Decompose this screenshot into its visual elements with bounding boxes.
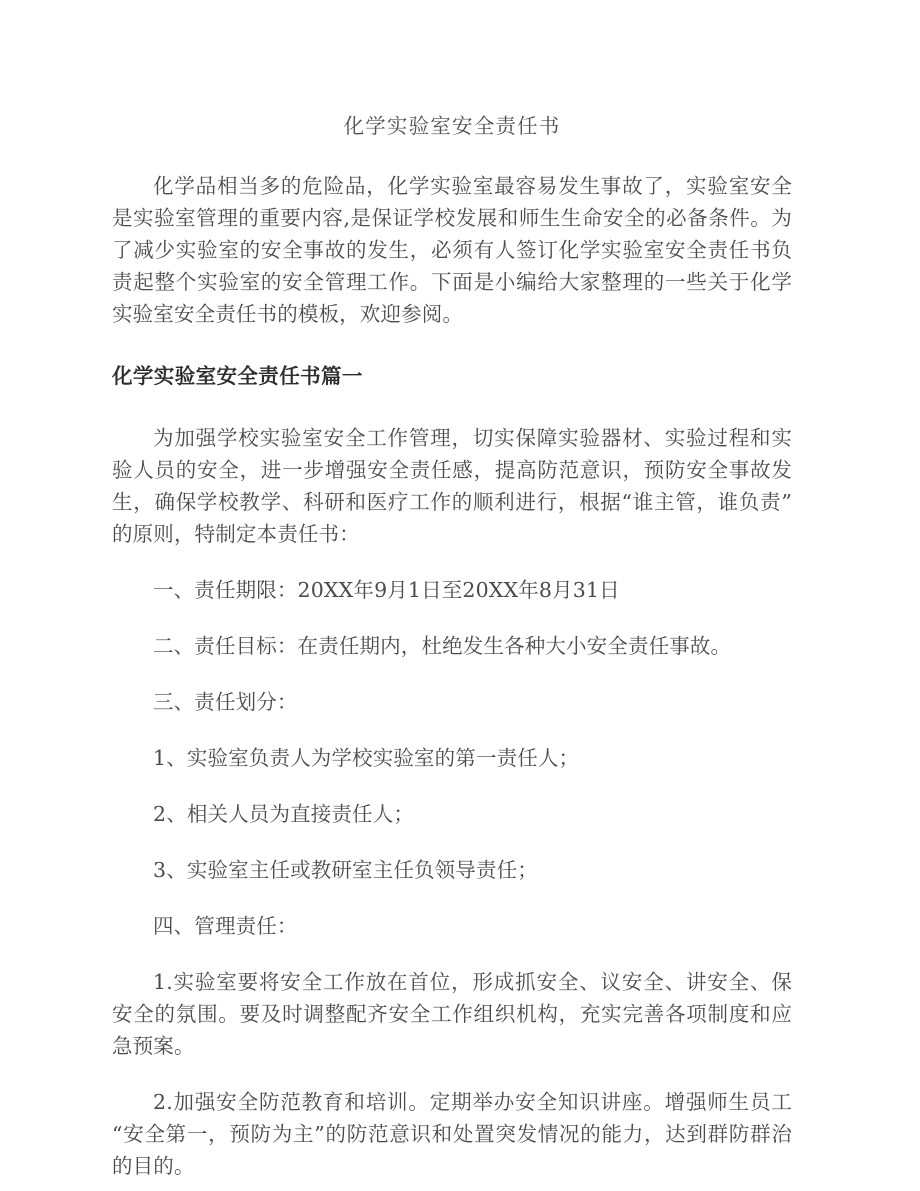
body-lead-paragraph: 为加强学校实验室安全工作管理，切实保障实验器材、实验过程和实验人员的安全，进一步增强安全责任感，提高防范意识，预防安全事故发生，确保学校教学、科研和医疗工作的顺利进行，根据“谁主管，谁负责”的原则，特制定本责任书： bbox=[112, 426, 792, 546]
management-item-1: 1.实验室要将安全工作放在首位，形成抓安全、议安全、讲安全、保安全的氛围。要及时调整配齐安全工作组织机构，充实完善各项制度和应急预案。 bbox=[112, 970, 792, 1058]
clause-subitem-1: 1、实验室负责人为学校实验室的第一责任人； bbox=[153, 746, 580, 770]
document-title: 化学实验室安全责任书 bbox=[343, 114, 561, 138]
clause-subitem-3: 3、实验室主任或教研室主任负领导责任； bbox=[153, 858, 538, 882]
document-body bbox=[112, 0, 792, 1182]
clause-item-3: 三、责任划分： bbox=[153, 690, 298, 714]
section-heading: 化学实验室安全责任书篇一 bbox=[112, 364, 363, 388]
clause-item-2: 二、责任目标：在责任期内，杜绝发生各种大小安全责任事故。 bbox=[153, 634, 732, 658]
clause-subitem-2: 2、相关人员为直接责任人； bbox=[153, 802, 414, 826]
clause-item-4: 四、管理责任： bbox=[153, 914, 298, 938]
intro-paragraph: 化学品相当多的危险品，化学实验室最容易发生事故了，实验室安全是实验室管理的重要内容,是保证学校发展和师生生命安全的必备条件。为了减少实验室的安全事故的发生，必须有人签订化学实验室安全责任书负责起整个实验室的安全管理工作。下面是小编给大家整理的一些关于化学实验室安全责任书的模板，欢迎参阅。 bbox=[112, 174, 792, 326]
clause-item-1: 一、责任期限：20XX年9月1日至20XX年8月31日 bbox=[153, 578, 620, 602]
management-item-2: 2.加强安全防范教育和培训。定期举办安全知识讲座。增强师生员工“安全第一，预防为主”的防范意识和处置突发情况的能力，达到群防群治的目的。 bbox=[112, 1090, 792, 1178]
